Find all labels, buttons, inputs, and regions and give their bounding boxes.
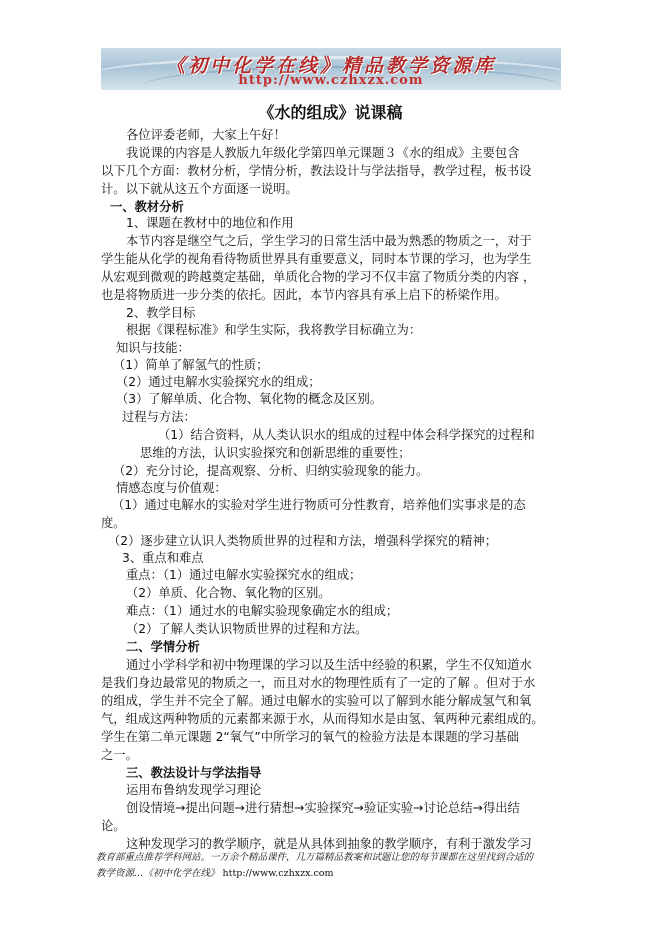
list-item: （1）通过电解水的实验对学生进行物质可分性教育，培养他们实事求是的态 xyxy=(112,498,526,512)
list-heading: 知识与技能： xyxy=(116,341,190,355)
section-heading: 二、学情分析 xyxy=(126,640,200,654)
list-item: 重点：（1）通过电解水实验探究水的组成； xyxy=(126,568,362,582)
list-item: 思维的方法，认识实验探究和创新思维的重要性； xyxy=(140,446,411,460)
list-item: （2）通过电解水实验探究水的组成； xyxy=(116,375,321,389)
intro-line: 计。以下就从这五个方面逐一说明。 xyxy=(101,182,298,196)
list-item: 度。 xyxy=(101,516,126,530)
list-item: （2）单质、化合物、氧化物的区别。 xyxy=(126,586,331,600)
banner-title: 《初中化学在线》精品教学资源库 xyxy=(165,55,496,77)
subheading: 3、重点和难点 xyxy=(122,551,204,565)
list-item: （1）结合资料，从人类认识水的组成的过程中体会科学探究的过程和 xyxy=(158,428,535,442)
footer-url[interactable]: http://www.czhxzx.com xyxy=(222,868,334,879)
paragraph-line: 气，组成这两种物质的元素都来源于水，从而得知水是由氢、氧两种元素组成的。 xyxy=(101,712,544,726)
list-item: （2）了解人类认识物质世界的过程和方法。 xyxy=(126,622,368,636)
paragraph-line: 之一。 xyxy=(101,748,138,762)
list-item: （1）简单了解氢气的性质； xyxy=(113,358,269,372)
paragraph-line: 根据《课程标准》和学生实际，我将教学目标确立为： xyxy=(126,323,422,337)
paragraph-line: 学生能从化学的视角看待物质世界具有重要意义，同时本节课的学习，也为学生 xyxy=(101,252,532,266)
subheading: 2、教学目标 xyxy=(126,306,196,320)
paragraph-line: 论。 xyxy=(101,819,126,833)
page-footer xyxy=(96,850,576,882)
section-heading: 三、教法设计与学法指导 xyxy=(126,766,262,780)
paragraph-line: 是我们身边最常见的物质之一，而且对水的物理性质有了一定的了解 。但对于水 xyxy=(101,676,536,690)
banner-url[interactable]: http://www.czhxzx.com xyxy=(238,73,424,88)
paragraph-line: 的组成，学生并不完全了解。通过电解水的实验可以了解到水能分解成氢气和氧 xyxy=(101,694,532,708)
paragraph-line: 创设情境→提出问题→进行猜想→实验探究→验证实验→讨论总结→得出结 xyxy=(126,801,520,815)
list-item: （2）充分讨论，提高观察、分析、归纳实验现象的能力。 xyxy=(113,464,429,478)
paragraph-line: 运用布鲁纳发现学习理论 xyxy=(126,783,262,797)
section-heading: 一、教材分析 xyxy=(110,200,184,214)
footer-line: 教育部重点推荐学科网站。一万余个精品课件，几万篇精品教案和试题让您的每节课都在这里找到合适的 xyxy=(96,852,534,863)
subheading: 1、课题在教材中的地位和作用 xyxy=(126,216,294,230)
list-item: （2）逐步建立认识人类物质世界的过程和方法，增强科学探究的精神； xyxy=(108,534,498,548)
paragraph-line: 从宏观到微观的跨越奠定基础，单质化合物的学习不仅丰富了物质分类的内容 ， xyxy=(101,270,536,284)
paragraph-line: 这种发现学习的教学顺序，就是从具体到抽象的教学顺序，有利于激发学习 xyxy=(126,837,532,851)
list-heading: 过程与方法： xyxy=(122,410,196,424)
paragraph-line: 通过小学科学和初中物理课的学习以及生活中经验的积累，学生不仅知道水 xyxy=(126,658,532,672)
greeting: 各位评委老师，大家上午好！ xyxy=(126,128,286,142)
paragraph-line: 本节内容是继空气之后，学生学习的日常生活中最为熟悉的物质之一，对于 xyxy=(126,234,532,248)
list-heading: 情感态度与价值观： xyxy=(116,481,227,495)
footer-brand: 教学资源…《初中化学在线》 xyxy=(96,868,220,879)
header-banner xyxy=(101,48,561,90)
paragraph-line: 也是将物质进一步分类的依托。因此，本节内容具有承上启下的桥梁作用。 xyxy=(101,288,507,302)
list-item: 难点：（1）通过水的电解实验现象确定水的组成； xyxy=(126,604,399,618)
list-item: （3）了解单质、化合物、氧化物的概念及区别。 xyxy=(116,392,383,406)
intro-line: 以下几个方面：教材分析，学情分析，教法设计与学法指导，教学过程，板书设 xyxy=(101,164,532,178)
document-title: 《水的组成》说课稿 xyxy=(258,103,403,122)
intro-line: 我说课的内容是人教版九年级化学第四单元课题３《水的组成》主要包含 xyxy=(126,146,520,160)
footer-line xyxy=(96,866,576,882)
paragraph-line: 学生在第二单元课题 2“氧气”中所学习的氧气的检验方法是本课题的学习基础 xyxy=(101,730,519,744)
